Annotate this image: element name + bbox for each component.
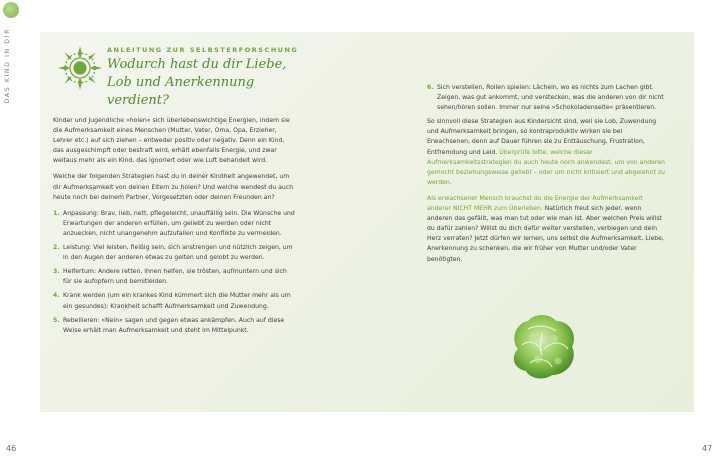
cabbage-illustration <box>508 309 578 381</box>
reflection-text: So sinnvoll diese Strategien aus Kindersicht sind, weil sie Lob, Zuwendung und Aufmerksamkeit bringen, so kontraproduktiv wirken sie bei Erwachsenen, denn auf Dauer führen sie zu Enttäuschung, Frustration, Entfremdung und Leid. <box>427 118 657 156</box>
question-paragraph: Welche der folgenden Strategien hast du in deiner Kindheit angewendet, um dir Aufmerksamkeit von deinen Eltern zu holen? Und welche wendest du auch heute noch bei deinem Partner, Vorgesetzten oder deinen Freunden an? <box>53 173 294 201</box>
right-column <box>427 83 667 271</box>
list-item <box>53 209 296 239</box>
intro-paragraph: Kinder und Jugendliche »holen« sich überlebenswichtige Energien, indem sie die Aufmerksamkeit eines Menschen (Mutter, Vater, Oma, Opa, Erzieher, Lehrer etc.) auf sich ziehen – entweder positiv oder negativ. Denn ein Kind, das ausgeschimpft oder bestraft wird, erhält ebenfalls Energie, und zwar weitaus mehr als ein Kind, das ignoriert oder wie Luft behandelt wird. <box>53 117 290 165</box>
list-item <box>53 243 296 263</box>
page-number-right: 47 <box>702 444 713 453</box>
list-number: 4. <box>53 292 60 300</box>
side-tab: DAS KIND IN DIR <box>4 28 11 104</box>
cabbage-thumbnail-icon <box>3 2 19 18</box>
strategy-list-continued <box>427 83 667 113</box>
reflection-paragraph <box>427 117 667 188</box>
mandala-icon <box>56 44 104 92</box>
list-item <box>53 291 296 311</box>
list-item <box>53 267 296 287</box>
adult-highlight: Als erwachsener Mensch brauchst du die Energie der Aufmerksamkeit anderer NICHT MEHR zum Überleben. <box>427 194 643 213</box>
list-text: Anpassung: Brav, lieb, nett, pflegeleicht, unauffällig sein. Die Wünsche und Erwartungen der anderen erfüllen, um geliebt zu werden oder nicht anzuecken, nicht unangenehm aufzufallen und Konflikte zu vermeiden. <box>63 209 295 237</box>
section-eyebrow: ANLEITUNG ZUR SELBSTERFORSCHUNG <box>107 46 299 54</box>
reflection-highlight: Überprüfe bitte, welche dieser Aufmerksamkeitsstrategien du auch heute noch anwendest, um von anderen gemocht beziehungsweise geliebt – oder um nicht kritisiert und abgelehnt zu werden. <box>427 148 665 186</box>
strategy-list <box>53 209 296 336</box>
list-number: 3. <box>53 268 60 276</box>
list-item <box>53 316 296 336</box>
list-item <box>427 83 667 113</box>
adult-text: Natürlich freut sich jeder, wenn anderen das gefällt, was man tut oder wie man ist. Aber welchen Preis willst du dafür zahlen? Willst du dich dafür weiter verstellen, verbiegen und dein Herz verraten? Jetzt dürfen wir lernen, uns selbst die Aufmerksamkeit, Liebe, Anerkennung zu schenken, die wir früher von Mutter und/oder Vater benötigten. <box>427 205 664 263</box>
list-text: Sich verstellen, Rollen spielen: Lächeln, wo es nichts zum Lachen gibt. Zeigen, was gut ankommt, und verstecken, was die anderen von dir nicht sehen/hören sollen. Immer nur seine »Schokoladenseite« präsentieren. <box>437 84 664 112</box>
list-number: 6. <box>427 84 434 91</box>
list-text: Leistung: Viel leisten, fleißig sein, sich anstrengen und nützlich zeigen, um in den Augen der anderen etwas zu gelten und gelobt zu werden. <box>63 244 293 262</box>
list-text: Krank werden (um ein krankes Kind kümmert sich die Mutter mehr als um ein gesundes): Krankheit schafft Aufmerksamkeit und Zuwendung. <box>63 292 291 310</box>
page-number-left: 46 <box>6 444 17 453</box>
list-number: 5. <box>53 316 60 324</box>
list-text: Helfertum: Andere retten, ihnen helfen, sie trösten, aufmuntern und sich für sie aufopfern und bemitleiden. <box>63 268 287 286</box>
list-number: 2. <box>53 244 60 252</box>
list-text: Rebellieren: »Nein« sagen und gegen etwas ankämpfen. Auch auf diese Weise erhält man Aufmerksamkeit und steht im Mittelpunkt. <box>63 316 285 334</box>
left-column <box>53 116 296 340</box>
adult-paragraph <box>427 194 667 265</box>
page-title: Wodurch hast du dir Liebe, Lob und Anerkennung verdient? <box>107 57 287 108</box>
list-number: 1. <box>53 209 60 217</box>
